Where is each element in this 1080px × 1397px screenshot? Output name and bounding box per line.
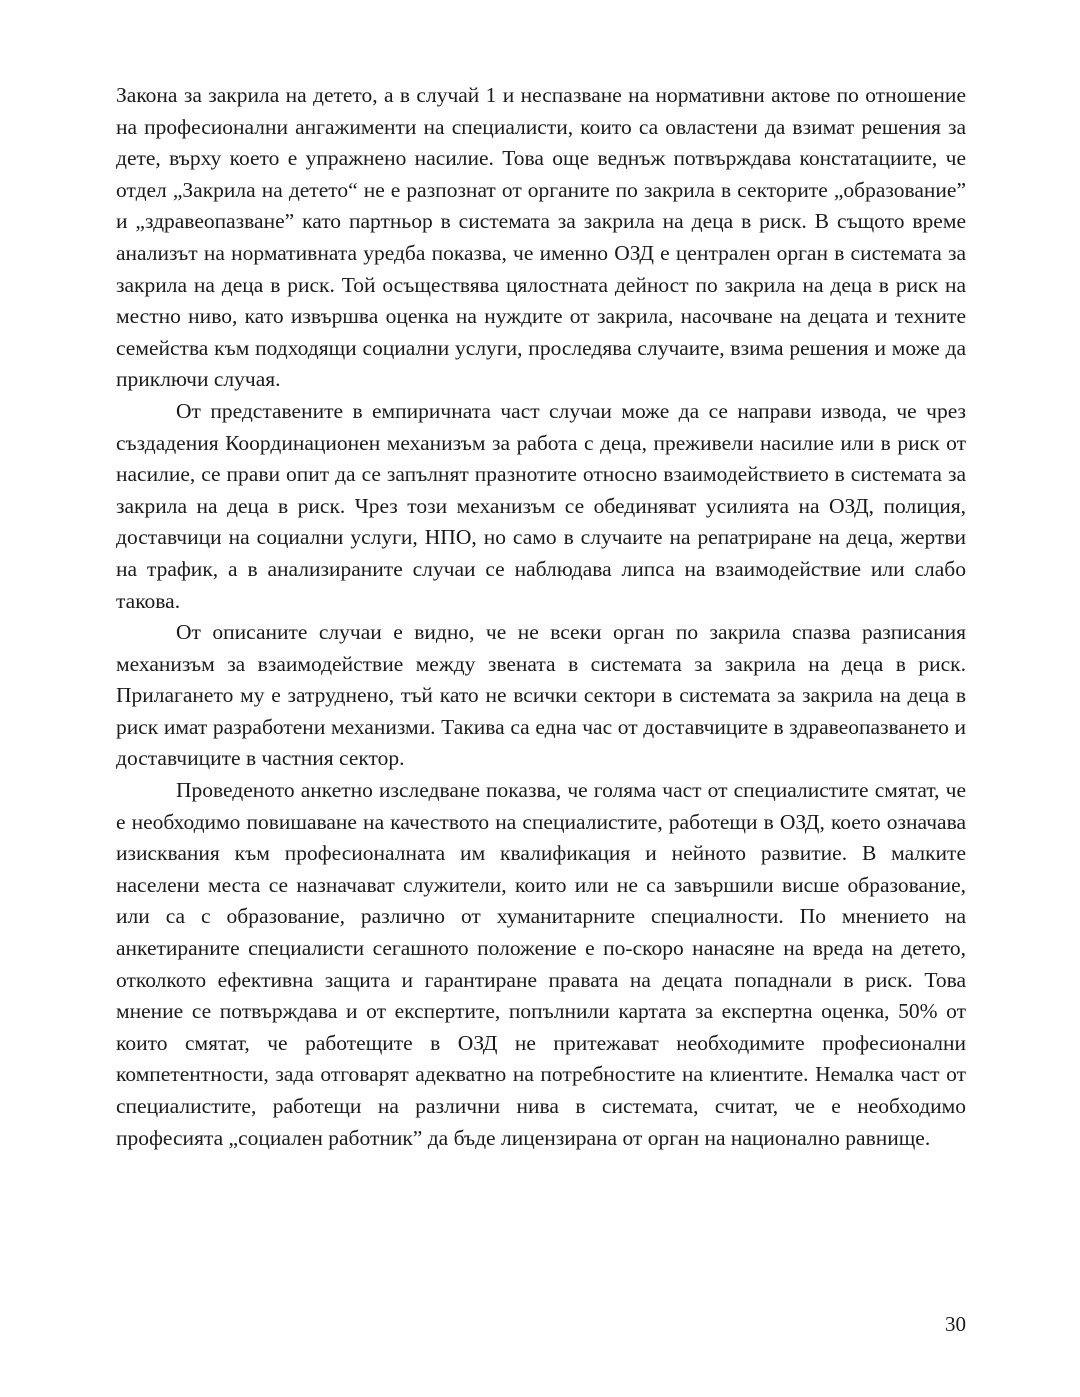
document-body — [116, 80, 966, 1154]
paragraph-1: Закона за закрила на детето, а в случай 1 и неспазване на нормативни актове по отношение на професионални ангажименти на специалисти, които са овластени да взимат решения за дете, върху което е упражнено насилие. Това още веднъж потвърждава констатациите, че отдел „Закрила на детето“ не е разпознат от органите по закрила в секторите „образование” и „здравеопазване” като партньор в системата за закрила на деца в риск. В същото време анализът на нормативната уредба показва, че именно ОЗД е централен орган в системата за закрила на деца в риск. Той осъществява цялостната дейност по закрила на деца в риск на местно ниво, като извършва оценка на нуждите от закрила, насочване на децата и техните семейства към подходящи социални услуги, проследява случаите, взима решения и може да приключи случая. — [116, 83, 966, 392]
page-number: 30 — [945, 1312, 966, 1336]
paragraph-4: Проведеното анкетно изследване показва, че голяма част от специалистите смятат, че е необходимо повишаване на качеството на специалистите, работещи в ОЗД, което означава изисквания към професионалната им квалификация и нейното развитие. В малките населени места се назначават служители, които или не са завършили висше образование, или са с образование, различно от хуманитарните специалности. По мнението на анкетираните специалисти сегашното положение е по-скоро нанасяне на вреда на детето, отколкото ефективна защита и гарантиране правата на децата попаднали в риск. Това мнение се потвърждава и от експертите, попълнили картата за експертна оценка, 50% от които смятат, че работещите в ОЗД не притежават необходимите професионални компетентности, зада отговарят адекватно на потребностите на клиентите. Немалка част от специалистите, работещи на различни нива в системата, считат, че е необходимо професията „социален работник” да бъде лицензирана от орган на национално равнище. — [116, 778, 966, 1150]
paragraph-3: От описаните случаи е видно, че не всеки орган по закрила спазва разписания механизъм за взаимодействие между звената в системата за закрила на деца в риск. Прилагането му е затруднено, тъй като не всички сектори в системата за закрила на деца в риск имат разработени механизми. Такива са една час от доставчиците в здравеопазването и доставчиците в частния сектор. — [116, 620, 966, 771]
paragraph-2: От представените в емпиричната част случаи може да се направи извода, че чрез създадения Координационен механизъм за работа с деца, преживели насилие или в риск от насилие, се прави опит да се запълнят празнотите относно взаимодействието в системата за закрила на деца в риск. Чрез този механизъм се обединяват усилията на ОЗД, полиция, доставчици на социални услуги, НПО, но само в случаите на репатриране на деца, жертви на трафик, а в анализираните случаи се наблюдава липса на взаимодействие или слабо такова. — [116, 398, 966, 613]
